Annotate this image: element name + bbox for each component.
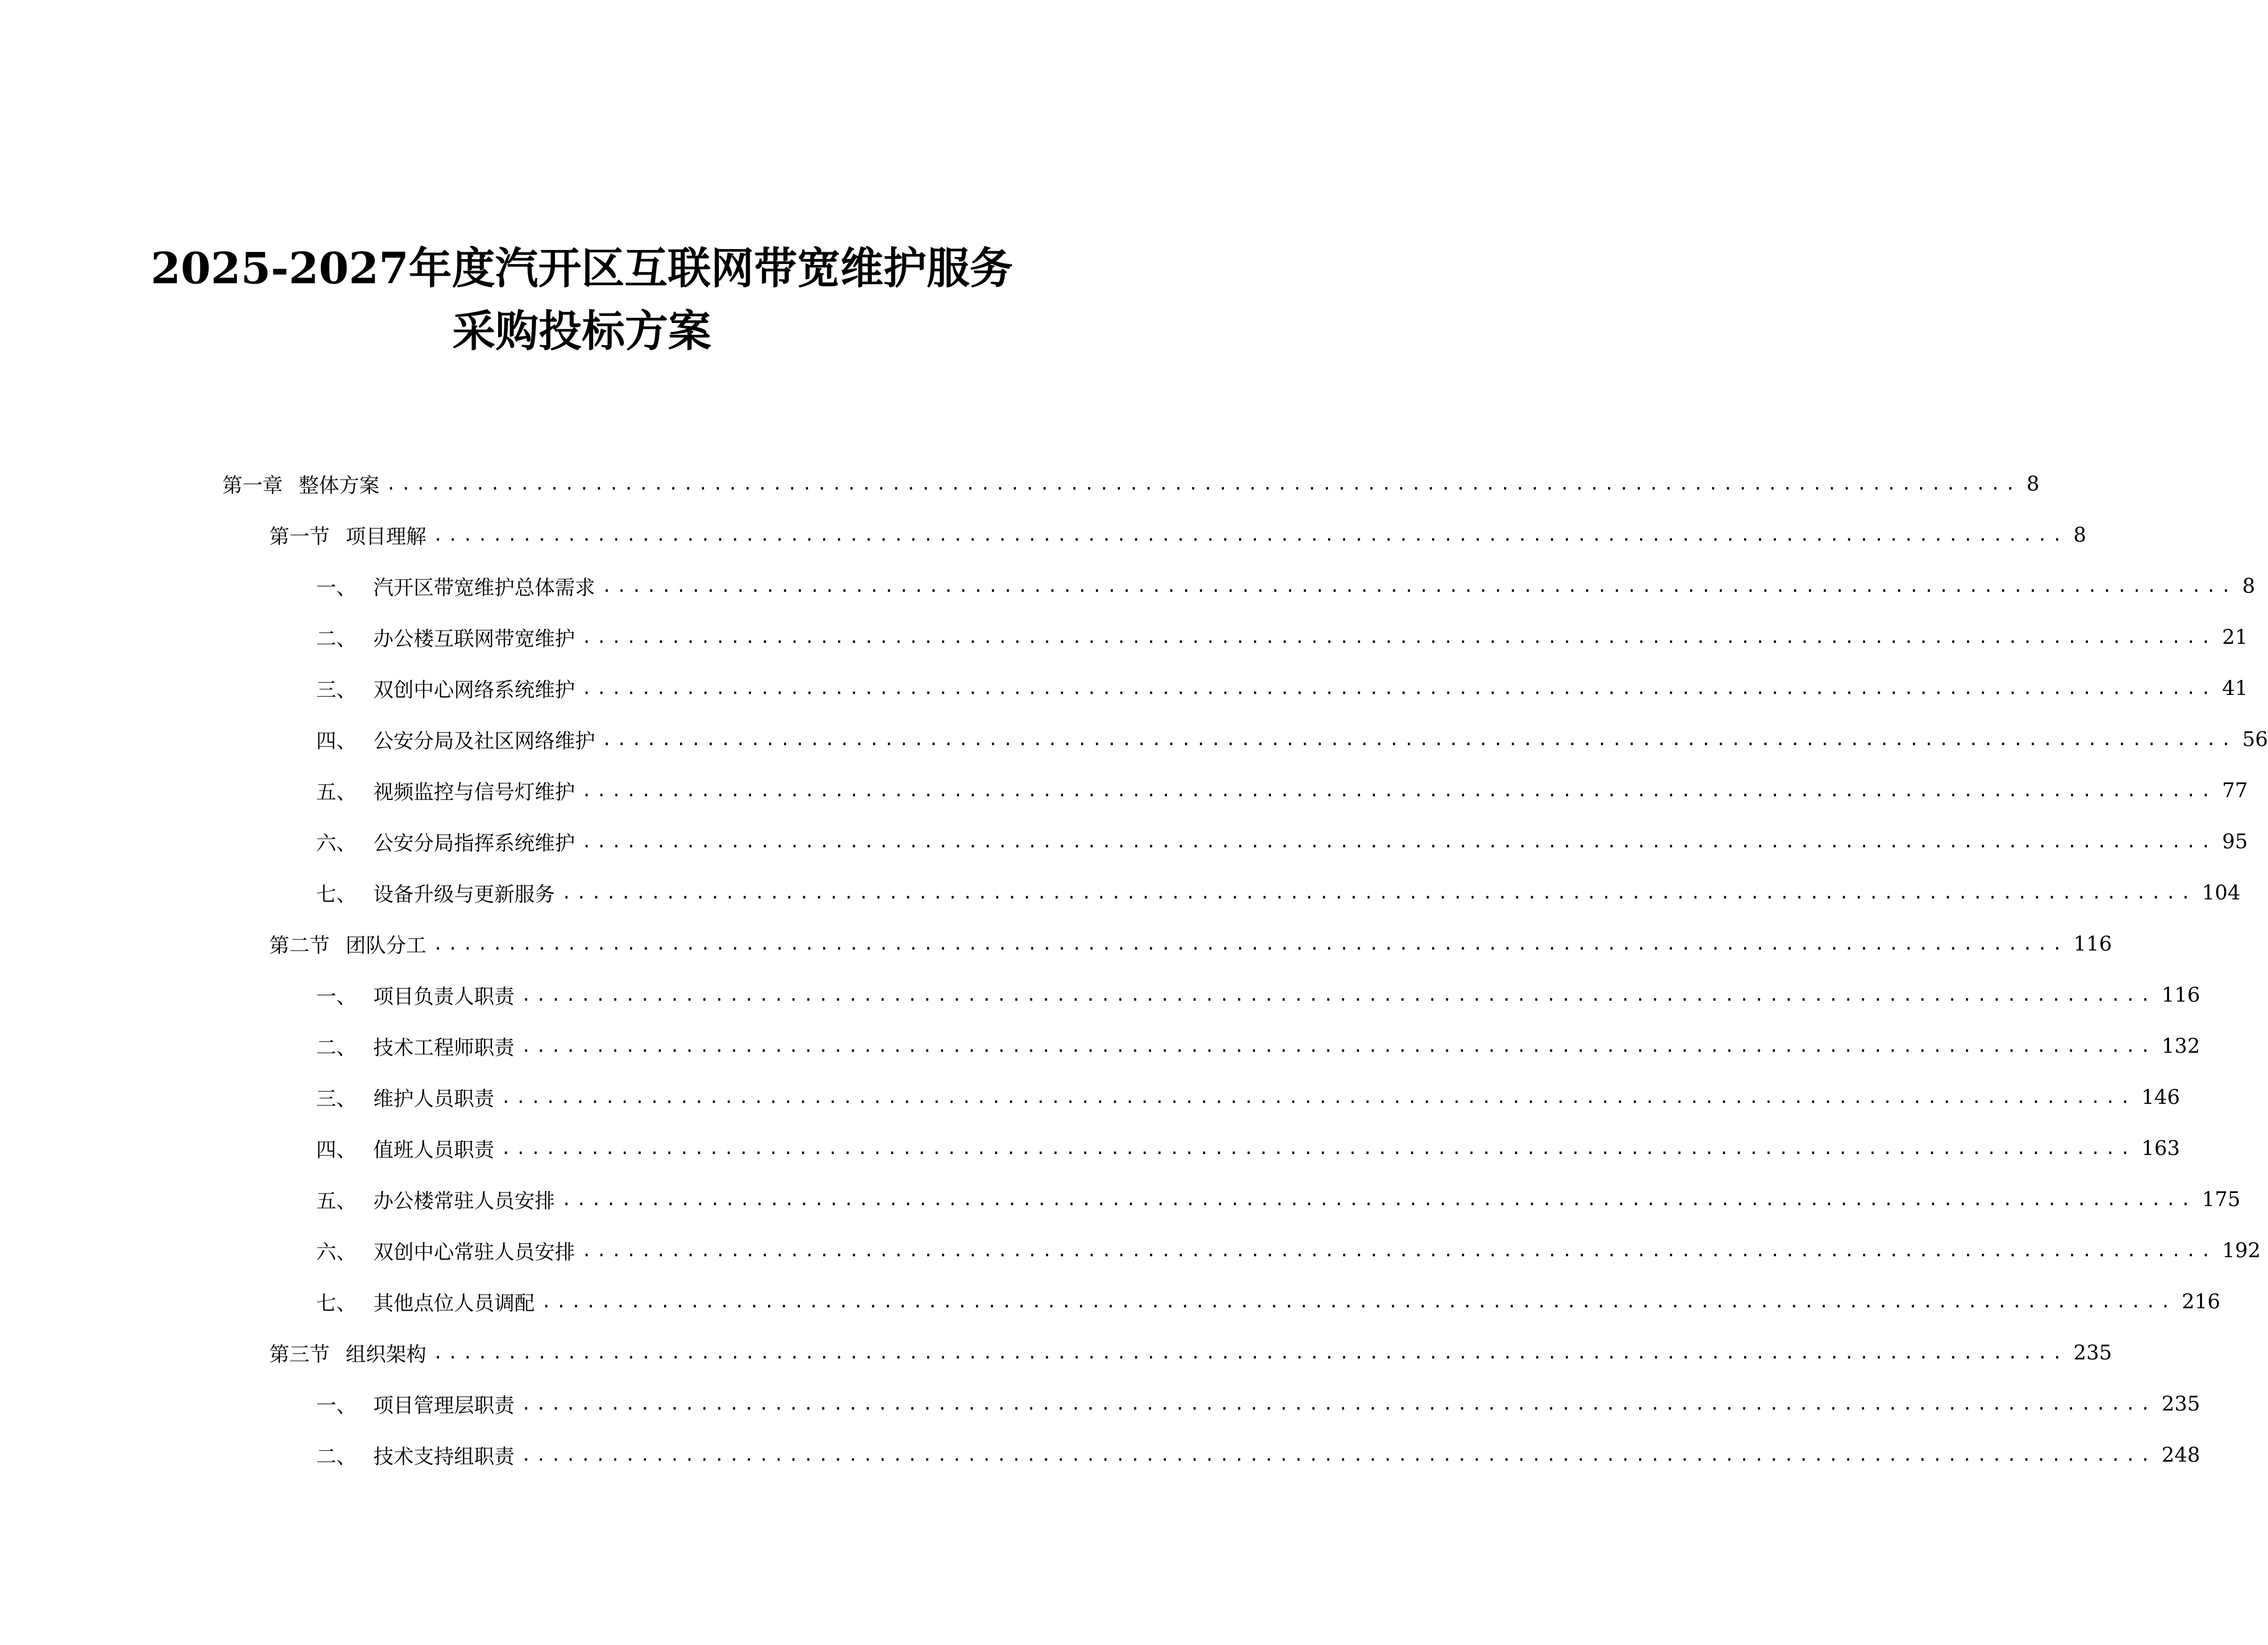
toc-entry-label: 整体方案 <box>299 474 379 498</box>
toc-entry-label: 公安分局及社区网络维护 <box>373 729 595 753</box>
toc-page-number: 8 <box>2026 472 2040 496</box>
toc-page-number: 235 <box>2162 1392 2200 1416</box>
toc-entry-chapter[interactable] <box>222 470 2040 498</box>
toc-leader-dots: .............................................................................................................. <box>433 525 2067 545</box>
toc-leader-dots: .............................................................................................................. <box>561 1190 2196 1209</box>
toc-entry-item[interactable] <box>316 674 2248 702</box>
toc-entry-number: 二、 <box>316 1036 356 1060</box>
toc-entry-number: 一、 <box>316 1394 356 1418</box>
toc-page-number: 95 <box>2222 830 2248 853</box>
toc-entry-number: 二、 <box>316 1445 356 1469</box>
toc-leader-dots: .............................................................................................................. <box>602 730 2236 749</box>
toc-leader-dots: .............................................................................................................. <box>521 1445 2155 1465</box>
toc-entry-label: 维护人员职责 <box>373 1087 494 1111</box>
toc-entry-label: 视频监控与信号灯维护 <box>373 780 575 804</box>
toc-entry-number: 四、 <box>316 1138 356 1162</box>
toc-entry-item[interactable] <box>316 572 2255 600</box>
toc-entry-item[interactable] <box>316 1237 2261 1265</box>
toc-entry-label: 办公楼常驻人员安排 <box>373 1189 555 1213</box>
toc-page-number: 235 <box>2073 1341 2112 1365</box>
toc-entry-number: 第三节 <box>269 1343 330 1366</box>
toc-leader-dots: .............................................................................................................. <box>582 627 2216 647</box>
toc-page-number: 216 <box>2182 1290 2221 1313</box>
toc-leader-dots: .............................................................................................................. <box>433 934 2067 954</box>
toc-entry-label: 技术支持组职责 <box>373 1445 514 1469</box>
toc-entry-item[interactable] <box>316 879 2241 907</box>
toc-entry-number: 七、 <box>316 1291 356 1315</box>
toc-entry-label: 其他点位人员调配 <box>373 1291 535 1315</box>
toc-entry-number: 第二节 <box>269 934 330 958</box>
document-title-line-2: 采购投标方案 <box>452 306 711 356</box>
toc-entry-item[interactable] <box>316 725 2268 754</box>
toc-entry-item[interactable] <box>316 1032 2200 1060</box>
toc-page-number: 175 <box>2202 1188 2241 1211</box>
toc-page-number: 41 <box>2222 677 2248 700</box>
toc-entry-number: 一、 <box>316 985 356 1009</box>
toc-leader-dots: .............................................................................................................. <box>386 474 2020 494</box>
toc-entry-label: 办公楼互联网带宽维护 <box>373 627 575 651</box>
toc-entry-label: 项目负责人职责 <box>373 985 514 1009</box>
toc-leader-dots: .............................................................................................................. <box>582 1241 2216 1260</box>
toc-leader-dots: .............................................................................................................. <box>501 1139 2135 1158</box>
toc-entry-number: 四、 <box>316 729 356 753</box>
toc-leader-dots: .............................................................................................................. <box>521 1036 2155 1056</box>
document-title-line-1: 2025-2027年度汽开区互联网带宽维护服务 <box>151 243 1013 294</box>
toc-page-number: 8 <box>2242 574 2255 598</box>
toc-leader-dots: .............................................................................................................. <box>521 1394 2155 1414</box>
toc-entry-number: 七、 <box>316 883 356 906</box>
toc-entry-label: 公安分局指挥系统维护 <box>373 831 575 855</box>
toc-entry-number: 五、 <box>316 1189 356 1213</box>
toc-page-number: 163 <box>2141 1137 2180 1160</box>
toc-page-number: 104 <box>2202 881 2241 905</box>
toc-entry-number: 一、 <box>316 576 356 600</box>
toc-entry-number: 六、 <box>316 1240 356 1264</box>
toc-page-number: 146 <box>2141 1086 2180 1109</box>
toc-entry-item[interactable] <box>316 1134 2180 1162</box>
toc-page-number: 77 <box>2222 779 2248 802</box>
toc-entry-label: 组织架构 <box>346 1343 426 1366</box>
toc-entry-item[interactable] <box>316 1288 2221 1316</box>
toc-page-number: 248 <box>2162 1443 2200 1467</box>
toc-entry-item[interactable] <box>316 777 2248 805</box>
toc-entry-item[interactable] <box>316 981 2200 1009</box>
toc-entry-label: 技术工程师职责 <box>373 1036 514 1060</box>
toc-entry-item[interactable] <box>316 1083 2180 1111</box>
toc-entry-item[interactable] <box>316 1185 2241 1214</box>
toc-leader-dots: .............................................................................................................. <box>582 832 2216 852</box>
toc-entry-section[interactable] <box>269 930 2112 958</box>
toc-page-number: 116 <box>2073 932 2112 956</box>
toc-entry-number: 第一节 <box>269 525 330 549</box>
toc-entry-item[interactable] <box>316 828 2248 856</box>
toc-entry-item[interactable] <box>316 1390 2200 1418</box>
toc-entry-label: 双创中心网络系统维护 <box>373 678 575 702</box>
toc-leader-dots: .............................................................................................................. <box>521 985 2155 1005</box>
toc-entry-number: 第一章 <box>222 474 283 498</box>
toc-page-number: 116 <box>2162 983 2200 1007</box>
toc-entry-number: 五、 <box>316 780 356 804</box>
toc-page-number: 21 <box>2222 626 2248 649</box>
toc-leader-dots: .............................................................................................................. <box>433 1343 2067 1363</box>
toc-entry-label: 团队分工 <box>346 934 426 958</box>
toc-entry-label: 双创中心常驻人员安排 <box>373 1240 575 1264</box>
toc-page-number: 56 <box>2242 728 2268 751</box>
toc-leader-dots: .............................................................................................................. <box>582 679 2216 698</box>
toc-entry-label: 设备升级与更新服务 <box>373 883 555 906</box>
toc-page-number: 8 <box>2073 523 2087 547</box>
toc-entry-number: 二、 <box>316 627 356 651</box>
toc-entry-label: 项目管理层职责 <box>373 1394 514 1418</box>
toc-page-number: 132 <box>2162 1034 2200 1058</box>
toc-entry-label: 项目理解 <box>346 525 426 549</box>
toc-leader-dots: .............................................................................................................. <box>541 1292 2176 1312</box>
toc-leader-dots: .............................................................................................................. <box>561 883 2196 903</box>
toc-leader-dots: .............................................................................................................. <box>602 576 2236 596</box>
toc-entry-number: 六、 <box>316 831 356 855</box>
toc-entry-number: 三、 <box>316 1087 356 1111</box>
toc-entry-label: 汽开区带宽维护总体需求 <box>373 576 595 600</box>
toc-entry-item[interactable] <box>316 1441 2200 1469</box>
toc-entry-number: 三、 <box>316 678 356 702</box>
toc-entry-section[interactable] <box>269 521 2087 549</box>
toc-entry-section[interactable] <box>269 1339 2112 1367</box>
toc-entry-item[interactable] <box>316 623 2248 651</box>
toc-leader-dots: .............................................................................................................. <box>501 1087 2135 1107</box>
toc-leader-dots: .............................................................................................................. <box>582 781 2216 800</box>
toc-entry-label: 值班人员职责 <box>373 1138 494 1162</box>
toc-page-number: 192 <box>2222 1239 2261 1262</box>
